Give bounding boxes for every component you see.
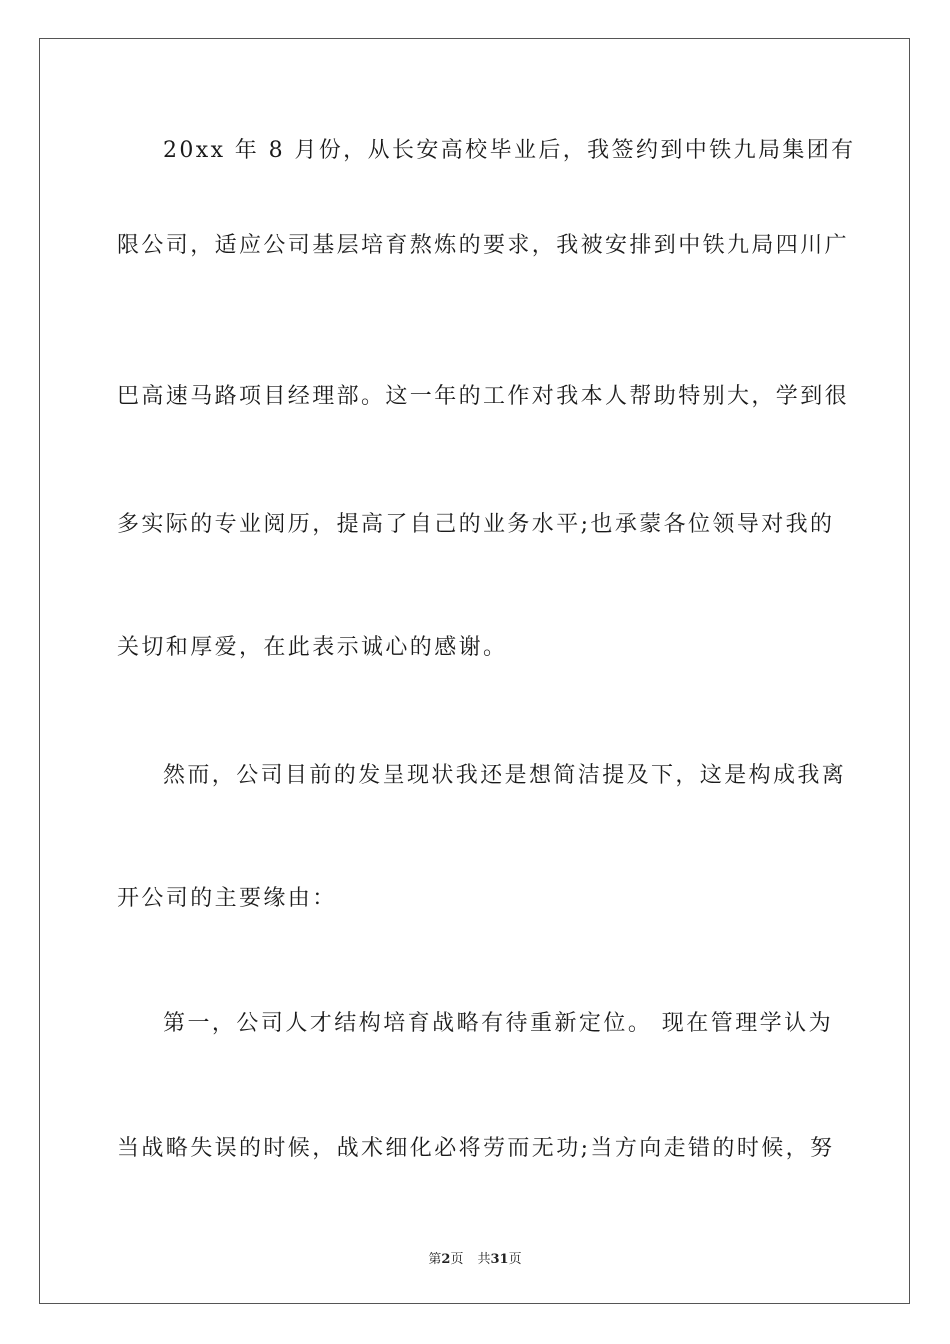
paragraph-3-line-2: 当战略失误的时候，战术细化必将劳而无功;当方向走错的时候，努	[117, 1136, 835, 1161]
page-suffix: 页	[450, 1252, 464, 1267]
paragraph-1-line-5: 关切和厚爱，在此表示诚心的感谢。	[117, 635, 508, 660]
paragraph-1-line-2: 限公司，适应公司基层培育熬炼的要求，我被安排到中铁九局四川广	[117, 233, 850, 258]
paragraph-1-line-4: 多实际的专业阅历，提高了自己的业务水平;也承蒙各位领导对我的	[117, 512, 835, 537]
total-suffix: 页	[508, 1252, 522, 1267]
paragraph-3-line-1: 第一，公司人才结构培育战略有待重新定位。 现在管理学认为	[163, 1011, 833, 1036]
page-border	[39, 38, 910, 1304]
total-pages: 31	[490, 1252, 509, 1267]
page-prefix: 第	[428, 1252, 442, 1267]
total-prefix: 共	[477, 1252, 491, 1267]
paragraph-1-line-3: 巴高速马路项目经理部。这一年的工作对我本人帮助特别大，学到很	[117, 384, 850, 409]
page-number: 2	[441, 1252, 451, 1267]
paragraph-2-line-2: 开公司的主要缘由：	[117, 886, 337, 911]
page-footer	[0, 1248, 950, 1267]
paragraph-1-line-1: 20xx 年 8 月份，从长安高校毕业后，我签约到中铁九局集团有	[163, 138, 856, 163]
paragraph-2-line-1: 然而，公司目前的发呈现状我还是想简洁提及下，这是构成我离	[163, 763, 847, 788]
